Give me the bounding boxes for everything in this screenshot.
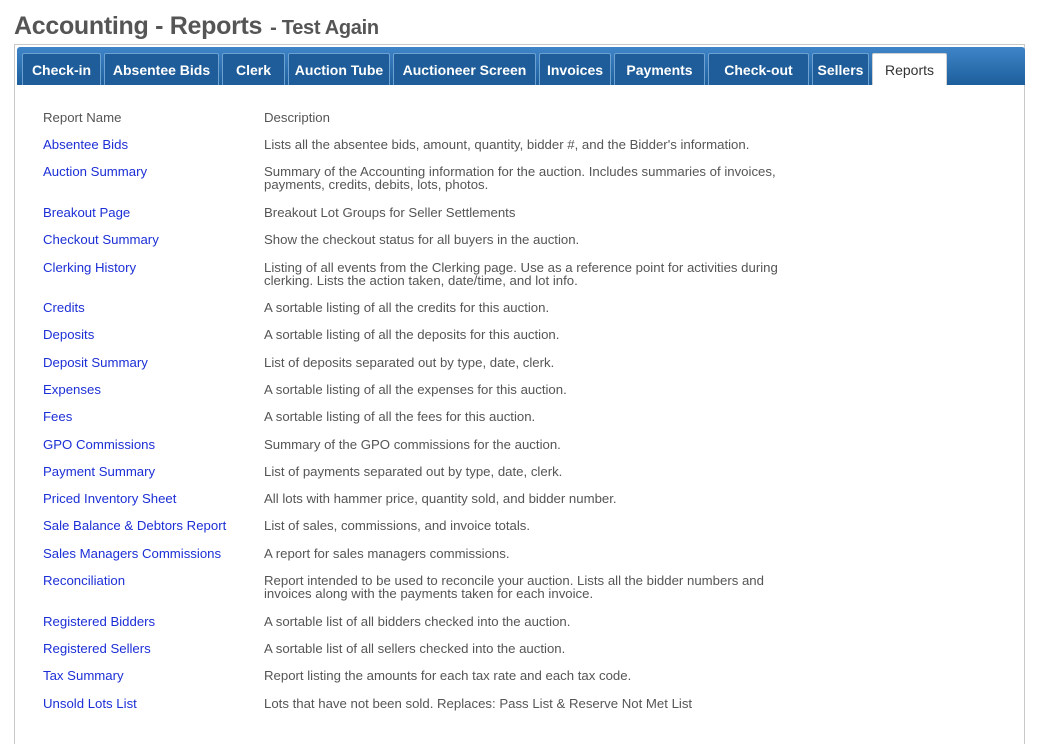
report-link[interactable]: Tax Summary (43, 668, 124, 683)
report-description: A sortable listing of all the expenses for this auction. (264, 382, 567, 397)
report-description: List of deposits separated out by type, date, clerk. (264, 355, 555, 370)
tab-check-in[interactable]: Check-in (22, 53, 101, 85)
report-link[interactable]: Registered Sellers (43, 641, 151, 656)
report-description: A sortable listing of all the fees for this auction. (264, 409, 536, 424)
report-description: Lists all the absentee bids, amount, quantity, bidder #, and the Bidder's information. (264, 137, 750, 152)
report-description: A sortable listing of all the credits for this auction. (264, 300, 550, 315)
report-link[interactable]: Deposits (43, 327, 95, 342)
report-description: Lots that have not been sold. Replaces: Pass List & Reserve Not Met List (264, 696, 693, 711)
report-link[interactable]: Auction Summary (43, 164, 148, 179)
report-link[interactable]: Breakout Page (43, 205, 131, 220)
report-description: A sortable listing of all the deposits for this auction. (264, 327, 560, 342)
report-description: Listing of all events from the Clerking page. Use as a reference point for activities during clerking. Lists the action taken, date/time, and lot info. (264, 260, 778, 288)
report-link[interactable]: Reconciliation (43, 573, 126, 588)
column-header-description: Description (264, 110, 330, 125)
tab-invoices[interactable]: Invoices (539, 53, 611, 85)
report-link[interactable]: Sale Balance & Debtors Report (43, 518, 227, 533)
report-link[interactable]: GPO Commissions (43, 437, 156, 452)
report-link[interactable]: Priced Inventory Sheet (43, 491, 177, 506)
page-title-text: Accounting - Reports (14, 12, 263, 40)
report-link[interactable]: Checkout Summary (43, 232, 159, 247)
report-link[interactable]: Expenses (43, 382, 101, 397)
report-description: Summary of the GPO commissions for the auction. (264, 437, 561, 452)
report-link[interactable]: Credits (43, 300, 85, 315)
report-description: All lots with hammer price, quantity sold, and bidder number. (264, 491, 617, 506)
report-description: Report listing the amounts for each tax rate and each tax code. (264, 668, 632, 683)
tab-auction-tube[interactable]: Auction Tube (288, 53, 390, 85)
tab-bar (17, 47, 1025, 85)
report-description: A report for sales managers commissions. (264, 546, 510, 561)
page-title (14, 12, 379, 41)
report-link[interactable]: Fees (43, 409, 73, 424)
tab-check-out[interactable]: Check-out (708, 53, 809, 85)
tab-payments[interactable]: Payments (614, 53, 705, 85)
tab-sellers[interactable]: Sellers (812, 53, 869, 85)
report-link[interactable]: Absentee Bids (43, 137, 129, 152)
auction-name: - Test Again (270, 17, 379, 39)
report-description: List of sales, commissions, and invoice totals. (264, 518, 531, 533)
report-link[interactable]: Payment Summary (43, 464, 156, 479)
report-link[interactable]: Sales Managers Commissions (43, 546, 222, 561)
report-link[interactable]: Clerking History (43, 260, 137, 275)
report-link[interactable]: Unsold Lots List (43, 696, 137, 711)
tab-clerk[interactable]: Clerk (222, 53, 285, 85)
report-description: Report intended to be used to reconcile your auction. Lists all the bidder numbers and invoices along with the payments taken for each invoice. (264, 573, 764, 601)
report-description: Show the checkout status for all buyers in the auction. (264, 232, 580, 247)
report-description: List of payments separated out by type, date, clerk. (264, 464, 563, 479)
report-link[interactable]: Registered Bidders (43, 614, 156, 629)
report-description: Breakout Lot Groups for Seller Settlements (264, 205, 516, 220)
tab-absentee-bids[interactable]: Absentee Bids (104, 53, 219, 85)
tab-reports[interactable]: Reports (872, 53, 947, 85)
report-description: Summary of the Accounting information for the auction. Includes summaries of invoices, payments, credits, debits, lots, photos. (264, 164, 776, 192)
column-header-report-name: Report Name (43, 110, 122, 125)
report-description: A sortable list of all sellers checked into the auction. (264, 641, 566, 656)
report-link[interactable]: Deposit Summary (43, 355, 148, 370)
report-description: A sortable list of all bidders checked into the auction. (264, 614, 571, 629)
tab-auctioneer-screen[interactable]: Auctioneer Screen (393, 53, 536, 85)
